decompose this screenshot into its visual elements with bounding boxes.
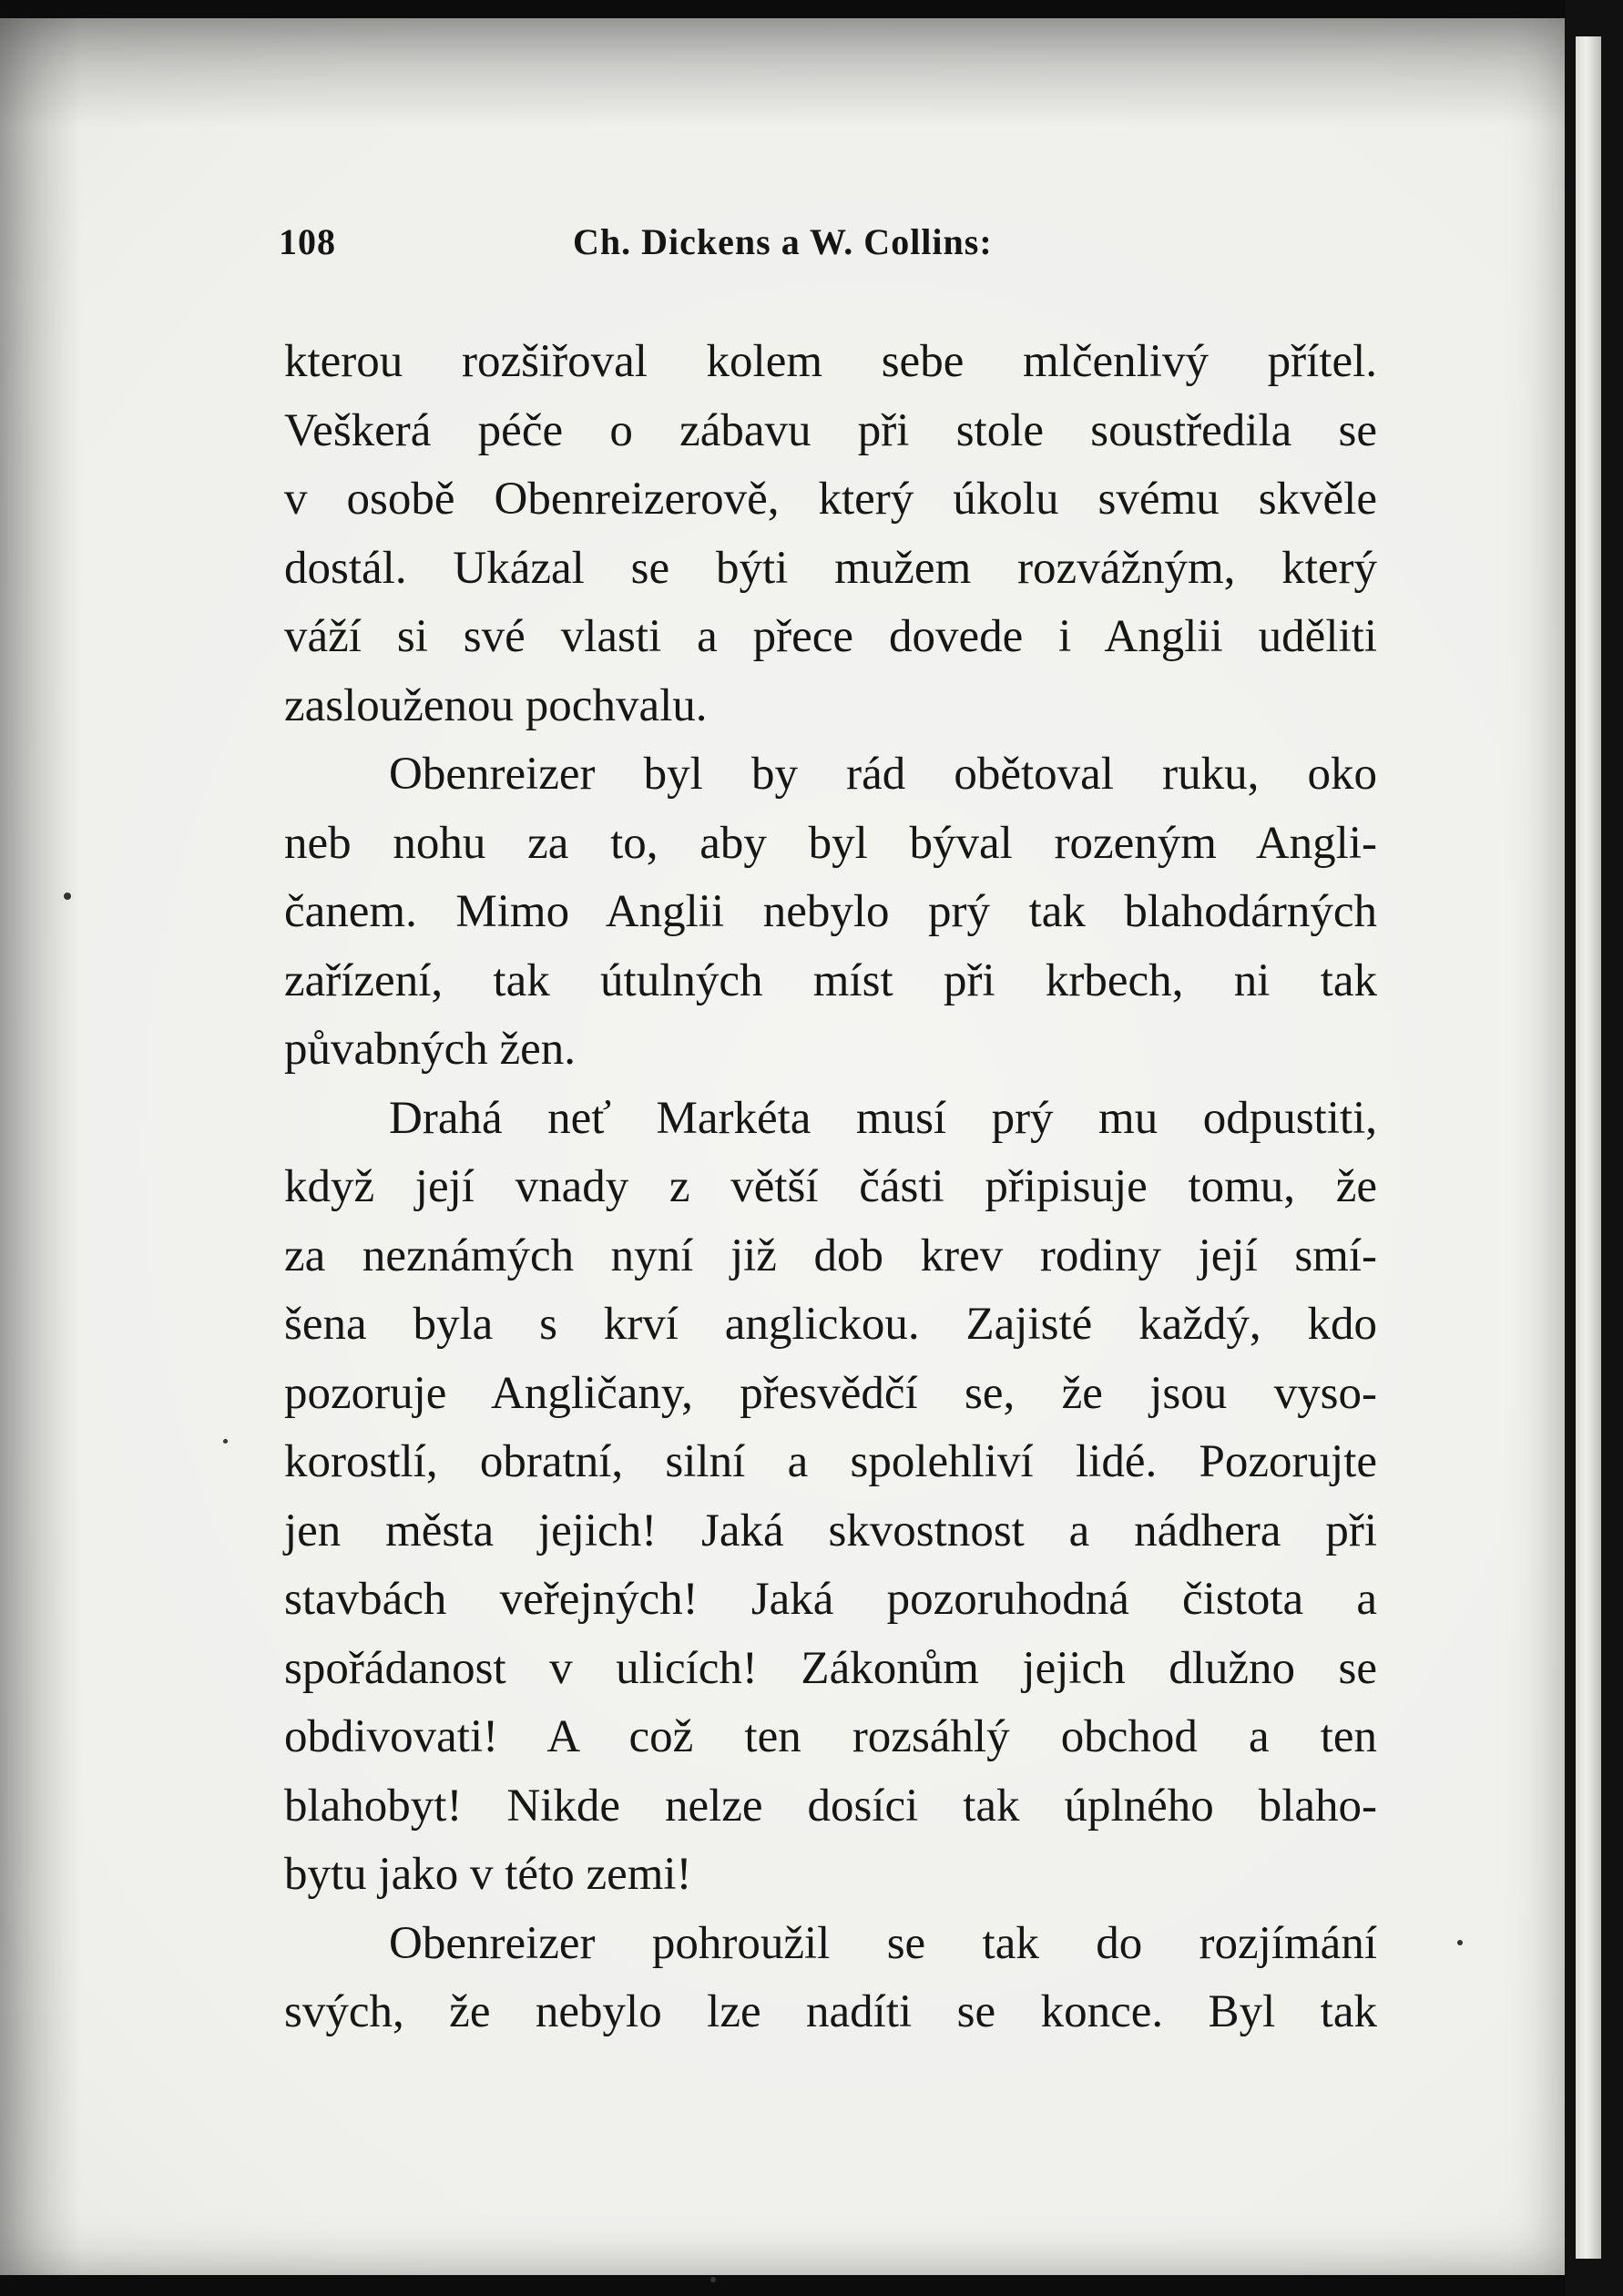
text-line: svých, že nebylo lze nadíti se konce. Byl tak (284, 1986, 1377, 2037)
text-line: Veškerá péče o zábavu při stole soustředila se (284, 404, 1377, 456)
paper-speck (1457, 1940, 1463, 1945)
page-number: 108 (279, 221, 336, 262)
page-shadow-top (0, 18, 1565, 128)
text-line: zařízení, tak útulných míst při krbech, ni tak (284, 954, 1377, 1006)
book-page (0, 18, 1565, 2275)
running-header (279, 220, 1372, 266)
text-line: dostál. Ukázal se býti mužem rozvážným, který (284, 542, 1377, 594)
text-line: za neznámých nyní již dob krev rodiny její smí- (284, 1230, 1377, 1281)
text-line: šena byla s krví anglickou. Zajisté každý, kdo (284, 1299, 1377, 1350)
text-line: Drahá neť Markéta musí prý mu odpustiti, (389, 1092, 1377, 1144)
text-line: Obenreizer byl by rád obětoval ruku, oko (389, 749, 1377, 800)
paper-speck (223, 1439, 228, 1444)
paper-speck (64, 893, 71, 900)
text-line: jen města jejich! Jaká skvostnost a nádhera při (284, 1505, 1377, 1556)
text-line: zaslouženou pochvalu. (284, 679, 708, 731)
text-line: váží si své vlasti a přece dovede i Anglii uděliti (284, 611, 1377, 662)
text-line: neb nohu za to, aby byl býval rozeným Angli- (284, 817, 1377, 869)
text-line: spořádanost v ulicích! Zákonům jejich dlužno se (284, 1642, 1377, 1694)
text-line: čanem. Mimo Anglii nebylo prý tak blahodárných (284, 886, 1377, 937)
text-line: když její vnady z větší části připisuje tomu, že (284, 1161, 1377, 1212)
page-shadow-left (0, 18, 82, 2275)
text-line: Obenreizer pohroužil se tak do rozjímání (389, 1917, 1377, 1969)
text-line: kterou rozšiřoval kolem sebe mlčenlivý přítel. (284, 336, 1377, 387)
text-line: blahobyt! Nikde nelze dosíci tak úplného blaho- (284, 1780, 1377, 1832)
text-line: korostlí, obratní, silní a spolehliví lidé. Pozorujte (284, 1436, 1377, 1487)
text-line: půvabných žen. (284, 1024, 577, 1075)
adjacent-page-sliver (1576, 36, 1601, 2259)
text-line: obdivovati! A což ten rozsáhlý obchod a ten (284, 1711, 1377, 1762)
body-text (284, 328, 1377, 2047)
running-title: Ch. Dickens a W. Collins: (573, 221, 993, 262)
paper-speck (710, 2277, 716, 2282)
text-line: bytu jako v této zemi! (284, 1849, 692, 1900)
text-line: stavbách veřejných! Jaká pozoruhodná čistota a (284, 1574, 1377, 1625)
text-line: v osobě Obenreizerově, který úkolu svému skvěle (284, 474, 1377, 525)
adjacent-page-edge (1565, 0, 1623, 2296)
text-line: pozoruje Angličany, přesvědčí se, že jsou vyso- (284, 1367, 1377, 1419)
